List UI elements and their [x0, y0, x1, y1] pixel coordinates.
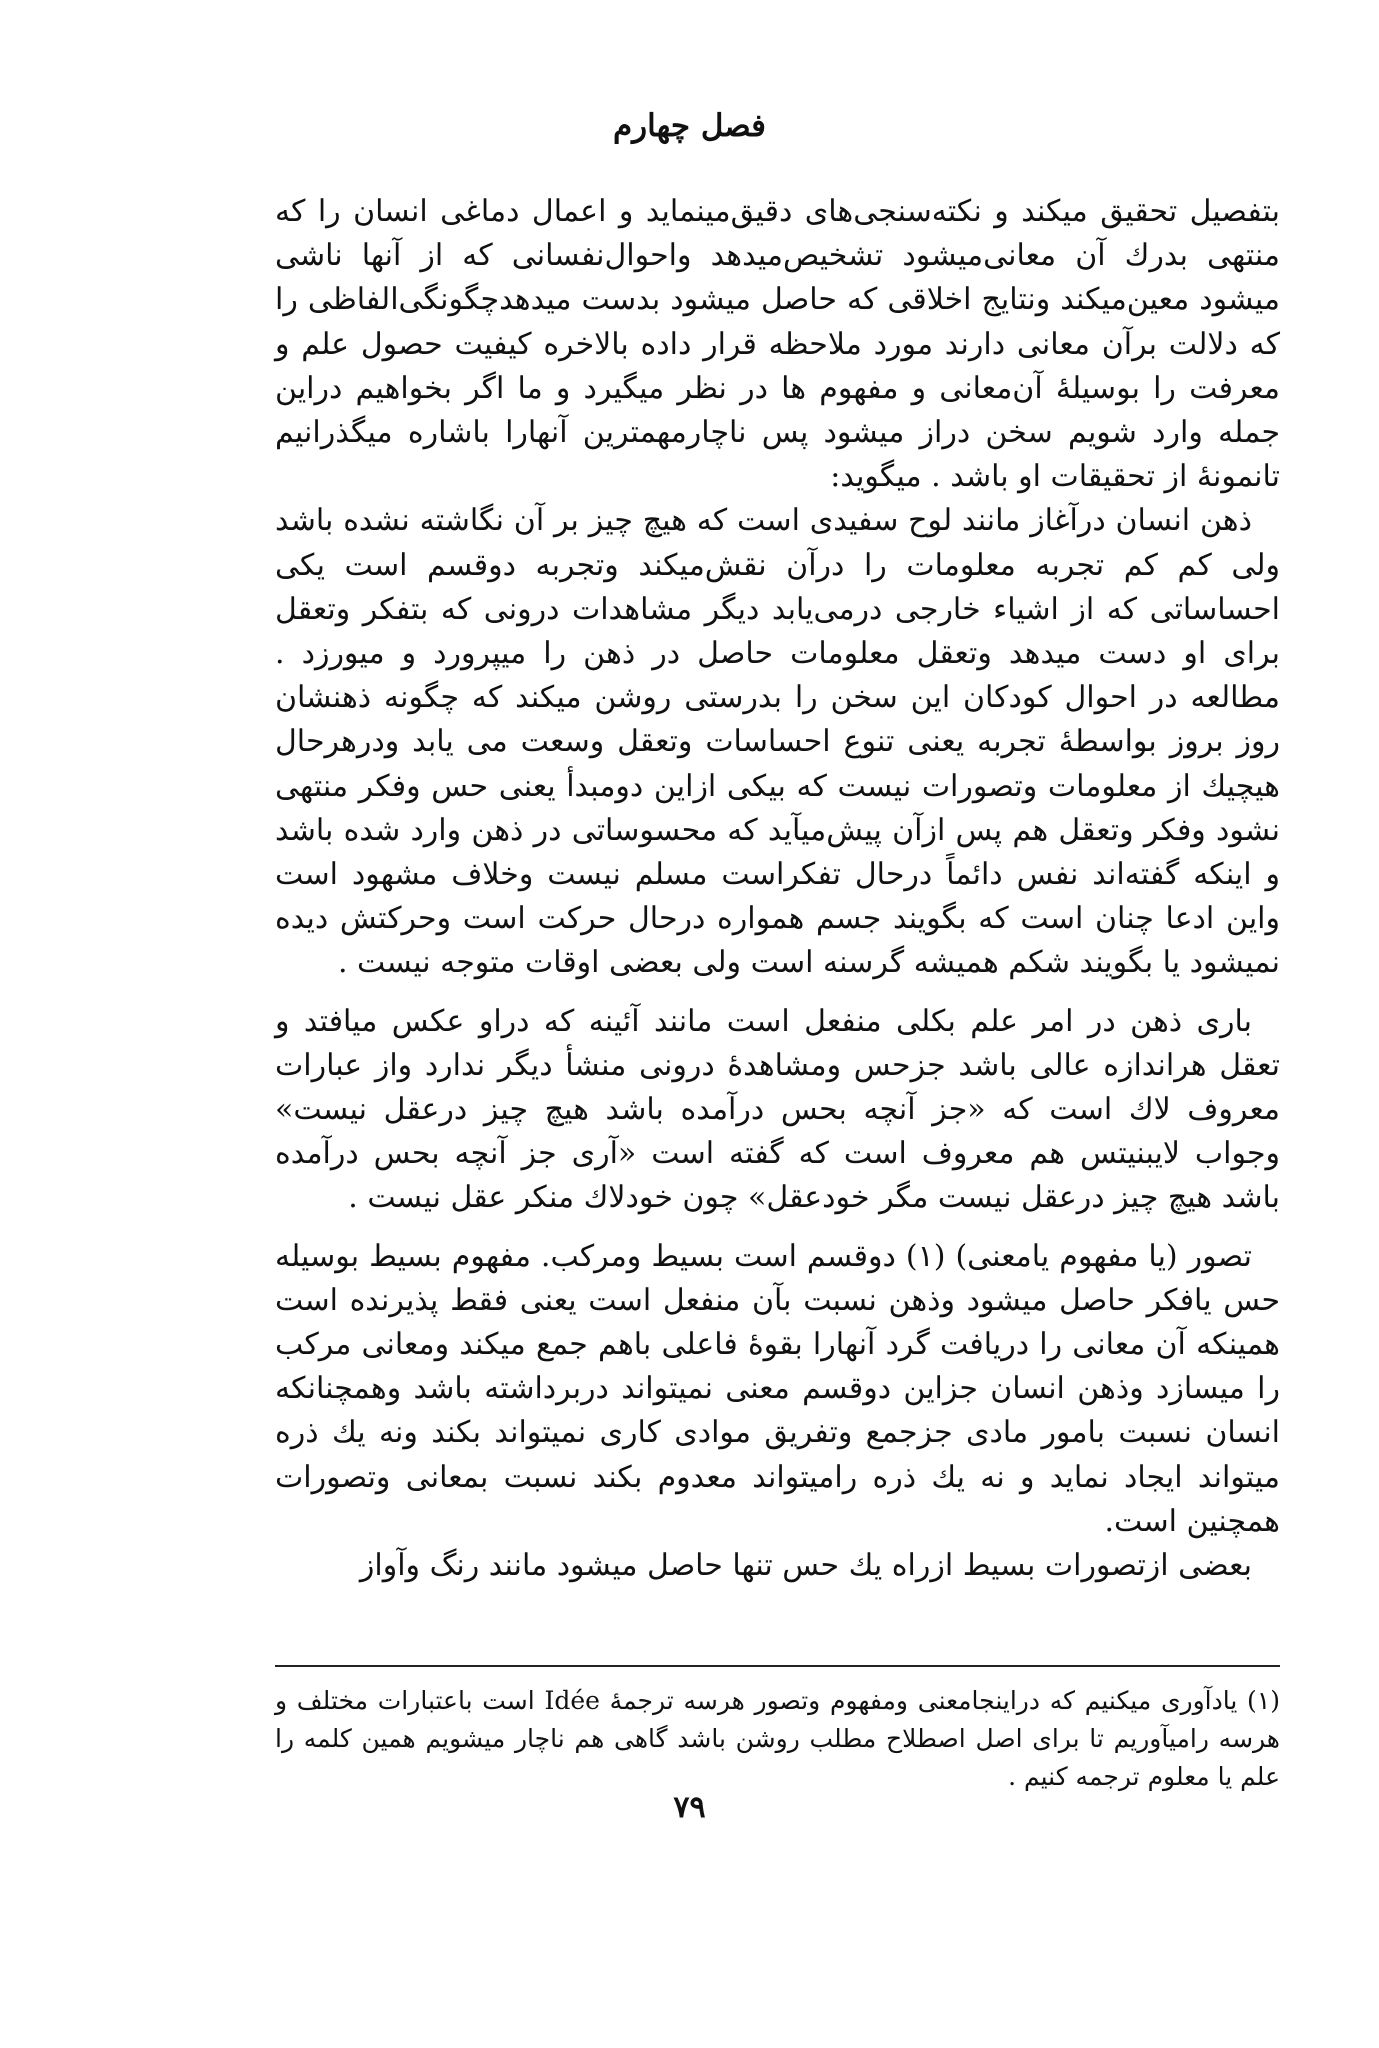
footnote-text-start: (۱) یادآوری میکنیم که دراینجامعنی ومفهوم وتصور هرسه ترجمهٔ [609, 1686, 1281, 1715]
chapter-title: فصل چهارم [612, 108, 767, 144]
paragraph-2: ذهن انسان درآغاز مانند لوح سفیدی است که هیچ چیز بر آن نگاشته نشده باشد ولی کم کم تجربه معلومات را درآن نقش‌میکند وتجربه دوقسم است یکی احساساتی که از اشیاء خارجی درمی‌یابد دیگر مشاهدات درونی که بتفکر وتعقل برای او دست میدهد وتعقل معلومات حاصل در ذهن را میپرورد و میورزد . مطالعه در احوال کودکان این سخن را بدرستی روشن میکند که چگونه ذهنشان روز بروز بواسطهٔ تجربه یعنی تنوع احساسات وتعقل وسعت می یابد ودرهرحال هیچیك از معلومات وتصورات نیست که بیکی ازاین دومبدأ یعنی حس وفکر منتهی نشود وفکر وتعقل هم پس ازآن پیش‌میآید که محسوساتی در ذهن وارد شده باشد و اینکه گفته‌اند نفس دائماً درحال تفکراست مسلم نیست وخلاف مشهود است واین ادعا چنان است که بگویند جسم همواره درحال حرکت است وحرکتش دیده نمیشود یا بگویند شکم همیشه گرسنه است ولی بعضی اوقات متوجه نیست . [275, 503, 1280, 981]
footnote-latin-term: Idée [544, 1686, 600, 1715]
paragraph-5: بعضی ازتصورات بسیط ازراه یك حس تنها حاصل میشود مانند رنگ وآواز [359, 1548, 1252, 1584]
page-number: ۷۹ [673, 1790, 706, 1825]
paragraph-3: باری ذهن در امر علم بکلی منفعل است مانند آئینه که دراو عکس میافتد و تعقل هراندازه عالی باشد جزحس ومشاهدهٔ درونی منشأ دیگر ندارد واز عبارات معروف لاك است که «جز آنچه بحس درآمده باشد هیچ چیز درعقل نیست» وجواب لایبنیتس هم معروف است که گفته است «آری جز آنچه بحس درآمده باشد هیچ چیز درعقل نیست مگر خودعقل» چون خودلاك منکر عقل نیست . [275, 1003, 1280, 1216]
footnote-text-end: است باعتبارات مختلف و هرسه رامیآوریم تا برای اصل اصطلاح مطلب روشن باشد گاهی هم ناچار میشویم همین کلمه را علم یا معلوم ترجمه کنیم . [275, 1686, 1280, 1791]
footnote-divider [275, 1665, 1280, 1667]
footnote [275, 1682, 1280, 1796]
paragraph-4: تصور (یا مفهوم یامعنی) (۱) دوقسم است بسیط ومرکب. مفهوم بسیط بوسیله حس یافکر حاصل میشود وذهن نسبت بآن منفعل است یعنی فقط پذیرنده است همینکه آن معانی را دریافت گرد آنهارا بقوهٔ فاعلی باهم جمع میکند ومعانی مرکب را میسازد وذهن انسان جزاین دوقسم معنی نمیتواند دربرداشته باشد وهمچنانکه انسان نسبت بامور مادی جزجمع وتفریق موادی کاری نمیتواند بکند ونه یك ذره میتواند ایجاد نماید و نه یك ذره رامیتواند معدوم بکند نسبت بمعانی وتصورات همچنین است. [275, 1238, 1280, 1539]
paragraph-1: بتفصیل تحقیق میکند و نکته‌سنجی‌های دقیق‌مینماید و اعمال دماغی انسان را که منتهی بدرك آن معانی‌میشود تشخیص‌میدهد واحوال‌نفسانی که از آنها ناشی میشود معین‌میکند ونتایج اخلاقی که حاصل میشود بدست میدهدچگونگی‌الفاظی را که دلالت برآن معانی دارند مورد ملاحظه قرار داده بالاخره کیفیت حصول علم و معرفت را بوسیلهٔ آن‌معانی و مفهوم ها در نظر میگیرد و ما اگر بخواهیم دراین جمله وارد شویم سخن دراز میشود پس ناچارمهمترین آنهارا باشاره میگذرانیم تانمونهٔ از تحقیقات او باشد . میگوید: [275, 194, 1280, 495]
main-text [275, 190, 1280, 1588]
